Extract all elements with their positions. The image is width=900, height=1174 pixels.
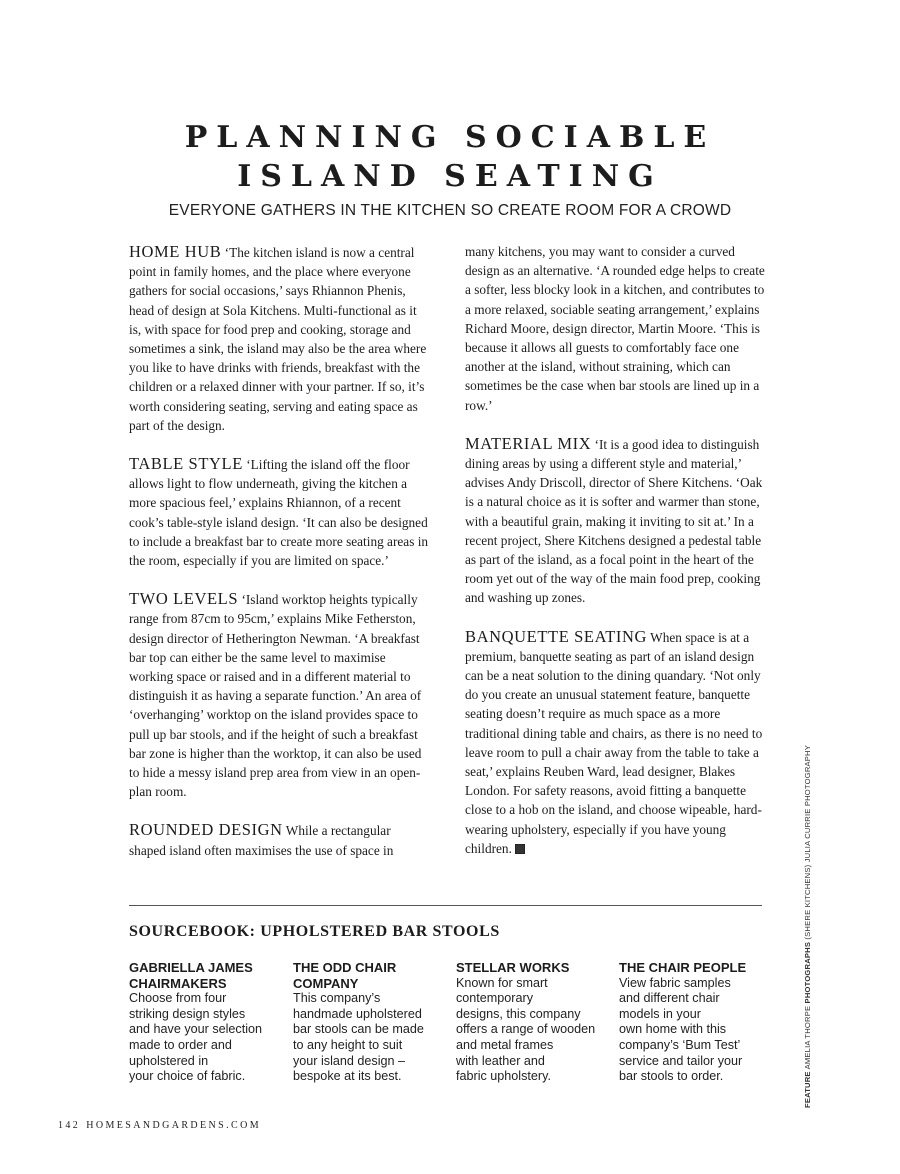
- section-rounded-design-start: [129, 820, 429, 859]
- section-two-levels: [129, 589, 429, 801]
- sourcebook-item-name: STELLAR WORKS: [456, 960, 570, 975]
- section-material-mix: [465, 434, 765, 608]
- section-home-hub: [129, 242, 429, 435]
- title-line-2: ISLAND SEATING: [237, 159, 663, 194]
- photo-credit: [803, 745, 812, 1108]
- section-heading: TWO LEVELS: [129, 589, 239, 609]
- sourcebook-item: [619, 960, 767, 1085]
- credit-photographs-label: PHOTOGRAPHS: [803, 941, 812, 1004]
- article-title: [0, 118, 900, 196]
- section-text: ‘Lifting the island off the floor allows light to flow underneath, giving the kitchen a more spacious feel,’ explains Rhiannon, of a recent cook’s table-style island design. ‘It can also be designed to include a breakfast bar to create more seating areas in the room, especially if you are limited on space.’: [129, 457, 429, 569]
- credit-feature-name: AMELIA THORPE: [803, 1005, 812, 1070]
- sourcebook-item-description: Known for smart contemporary designs, this company offers a range of wooden and metal frames with leather and fabric upholstery.: [456, 975, 596, 1084]
- sourcebook-item: [456, 960, 604, 1085]
- section-heading: BANQUETTE SEATING: [465, 626, 648, 646]
- sourcebook-title: SOURCEBOOK: UPHOLSTERED BAR STOOLS: [129, 923, 500, 940]
- sourcebook-item: [129, 960, 277, 1085]
- page-footer: [58, 1120, 261, 1131]
- title-line-1: PLANNING SOCIABLE: [184, 120, 716, 155]
- section-text: When space is at a premium, banquette seating as part of an island design can be a neat solution to the dining quandary. ‘Not only do you create an unusual statement feature, banquette seating doesn’t require as much space as a more traditional dining table and chairs, as there is no need to leave room to pull a chair away from the table to take a seat,’ explains Reuben Ward, lead designer, Blakes London. For safety reasons, avoid fitting a banquette close to a hob on the island, and choose wipeable, hard-wearing upholstery, especially if you have young children.: [465, 629, 763, 856]
- section-banquette-seating: [465, 627, 765, 858]
- sourcebook-item: [293, 960, 441, 1085]
- body-column-left: [129, 242, 429, 879]
- page-number: 142: [58, 1120, 81, 1131]
- sourcebook-item-name: GABRIELLA JAMES CHAIRMAKERS: [129, 960, 253, 991]
- body-column-right: [465, 242, 765, 877]
- sourcebook-item-description: View fabric samples and different chair models in your own home with this company’s ‘Bum Test’ service and tailor your bar stools to order.: [619, 975, 743, 1084]
- section-text: many kitchens, you may want to consider a curved design as an alternative. ‘A rounded edge helps to create a softer, less blocky look in a kitchen, and contributes to a more relaxed, sociable seating arrangement,’ explains Richard Moore, design director, Martin Moore. ‘This is because it allows all guests to comfortably face one another at the island, without straining, which can sometimes be the case when bar stools are lined up in a row.’: [465, 244, 765, 413]
- section-table-style: [129, 454, 429, 570]
- section-heading: TABLE STYLE: [129, 454, 243, 474]
- website-link[interactable]: HOMESANDGARDENS.COM: [86, 1120, 261, 1131]
- section-heading: HOME HUB: [129, 242, 222, 261]
- section-heading: ROUNDED DESIGN: [129, 820, 283, 840]
- section-rounded-design-continued: [465, 242, 765, 415]
- sourcebook-item-name: THE ODD CHAIR COMPANY: [293, 960, 397, 991]
- section-text: ‘It is a good idea to distinguish dining areas by using a different style and material,’ advises Andy Driscoll, director of Shere Kitchens. ‘Oak is a natural choice as it is softer and warmer than stone, with a beautiful grain, making it inviting to sit at.’ In a recent project, Shere Kitchens designed a pedestal table as part of the island, as a focal point in the heart of the room yet out of the way of the main food prep, cooking and washing up zones.: [465, 436, 763, 606]
- article-end-mark-icon: [515, 844, 525, 854]
- section-heading: MATERIAL MIX: [465, 433, 592, 453]
- sourcebook-item-description: This company’s handmade upholstered bar stools can be made to any height to suit your island design – bespoke at its best.: [293, 991, 424, 1084]
- standfirst: EVERYONE GATHERS IN THE KITCHEN SO CREATE ROOM FOR A CROWD: [168, 202, 732, 219]
- sourcebook-item-name: THE CHAIR PEOPLE: [619, 960, 747, 975]
- credit-photographs-names: (SHERE KITCHENS) JULIA CURRIE PHOTOGRAPHY: [803, 745, 812, 940]
- section-text: While a rectangular shaped island often maximises the use of space in: [129, 823, 394, 858]
- sourcebook-divider: [129, 905, 762, 906]
- section-text: ‘The kitchen island is now a central point in family homes, and the place where everyone gathers for social occasions,’ says Rhiannon Phenis, head of design at Sola Kitchens. Multi-functional as it is, with space for food prep and cooking, storage and sometimes a sink, the island may also be the area where you like to have drinks with friends, breakfast with the children or a relaxed dinner with your partner. If so, it’s worth considering seating, serving and eating space as part of the design.: [129, 245, 427, 433]
- section-text: ‘Island worktop heights typically range from 87cm to 95cm,’ explains Mike Fetherston, design director of Hetherington Newman. ‘A breakfast bar top can either be the same level to maximise working space or raised and in a different material to distinguish it as having a separate function.’ An area of ‘overhanging’ worktop on the island provides space to pull up bar stools, and if the height of such a breakfast bar zone is higher than the worktop, it can also be used to hide a messy island prep area from view in an open-plan room.: [129, 592, 422, 800]
- sourcebook-item-description: Choose from four striking design styles and have your selection made to order and upholstered in your choice of fabric.: [129, 991, 263, 1084]
- credit-feature-label: FEATURE: [803, 1071, 812, 1108]
